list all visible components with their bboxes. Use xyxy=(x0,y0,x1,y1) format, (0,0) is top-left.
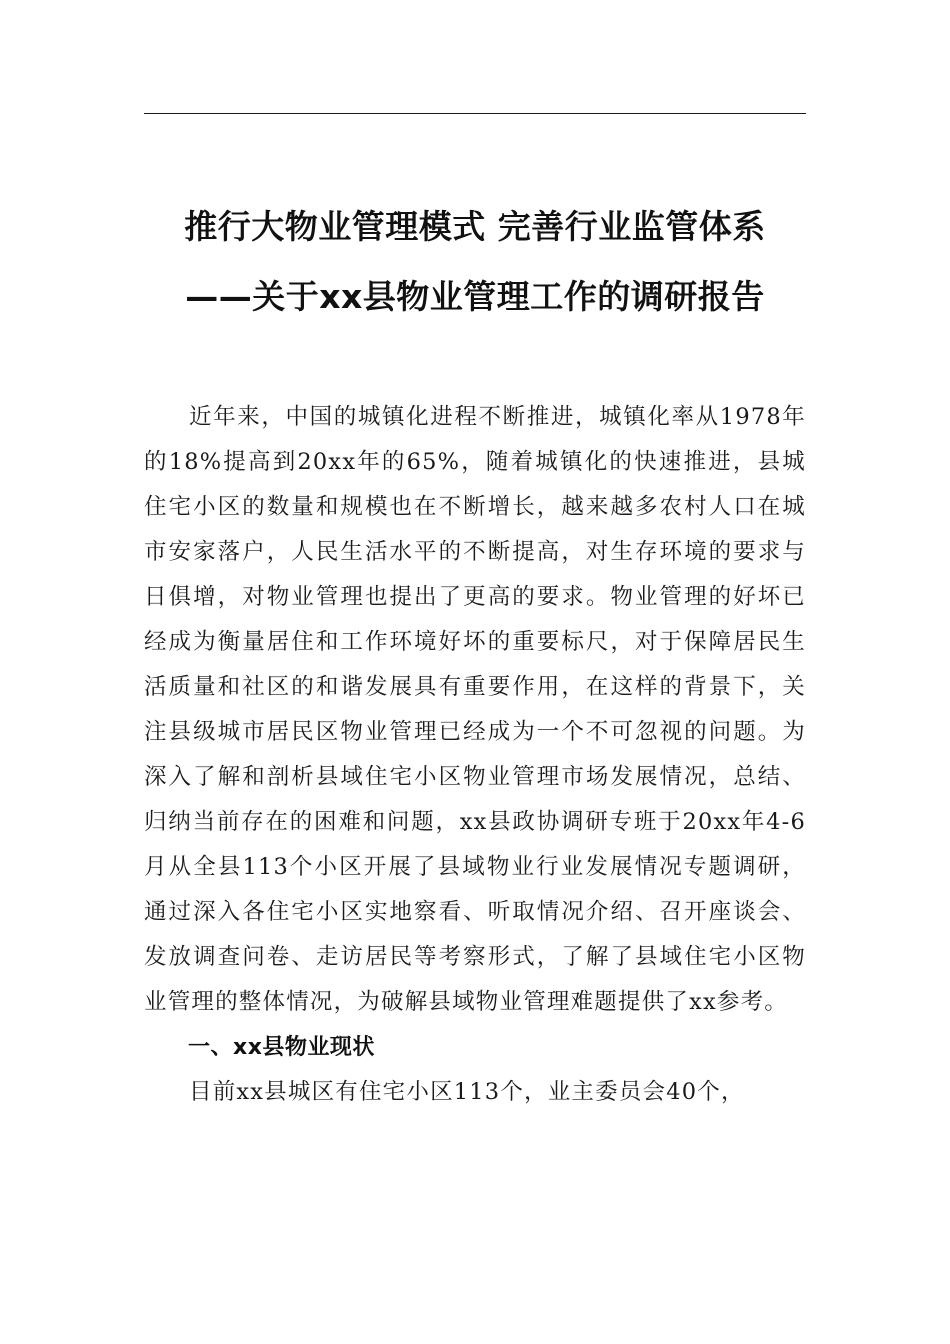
section-heading: 一、xx县物业现状 xyxy=(188,1035,375,1060)
title-main: 推行大物业管理模式 完善行业监管体系 xyxy=(184,207,766,246)
header-rule xyxy=(144,113,806,114)
section-paragraph: 目前xx县城区有住宅小区113个，业主委员会40个， xyxy=(189,1079,745,1105)
report-title xyxy=(144,192,806,332)
intro-paragraph: 近年来，中国的城镇化进程不断推进，城镇化率从1978年的18%提高到20xx年的65%，随着城镇化的快速推进，县城住宅小区的数量和规模也在不断增长，越来越多农村人口在城市安家落户，人民生活水平的不断提高，对生存环境的要求与日俱增，对物业管理也提出了更高的要求。物业管理的好坏已经成为衡量居住和工作环境好坏的重要标尺，对于保障居民生活质量和社区的和谐发展具有重要作用，在这样的背景下，关注县级城市居民区物业管理已经成为一个不可忽视的问题。为深入了解和剖析县域住宅小区物业管理市场发展情况，总结、归纳当前存在的困难和问题，xx县政协调研专班于20xx年4-6月从全县113个小区开展了县域物业行业发展情况专题调研，通过深入各住宅小区实地察看、听取情况介绍、召开座谈会、发放调查问卷、走访居民等考察形式，了解了县域住宅小区物业管理的整体情况，为破解县域物业管理难题提供了xx参考。 xyxy=(144,404,806,1015)
title-subtitle: ——关于xx县物业管理工作的调研报告 xyxy=(185,277,765,316)
report-body xyxy=(144,395,806,1115)
